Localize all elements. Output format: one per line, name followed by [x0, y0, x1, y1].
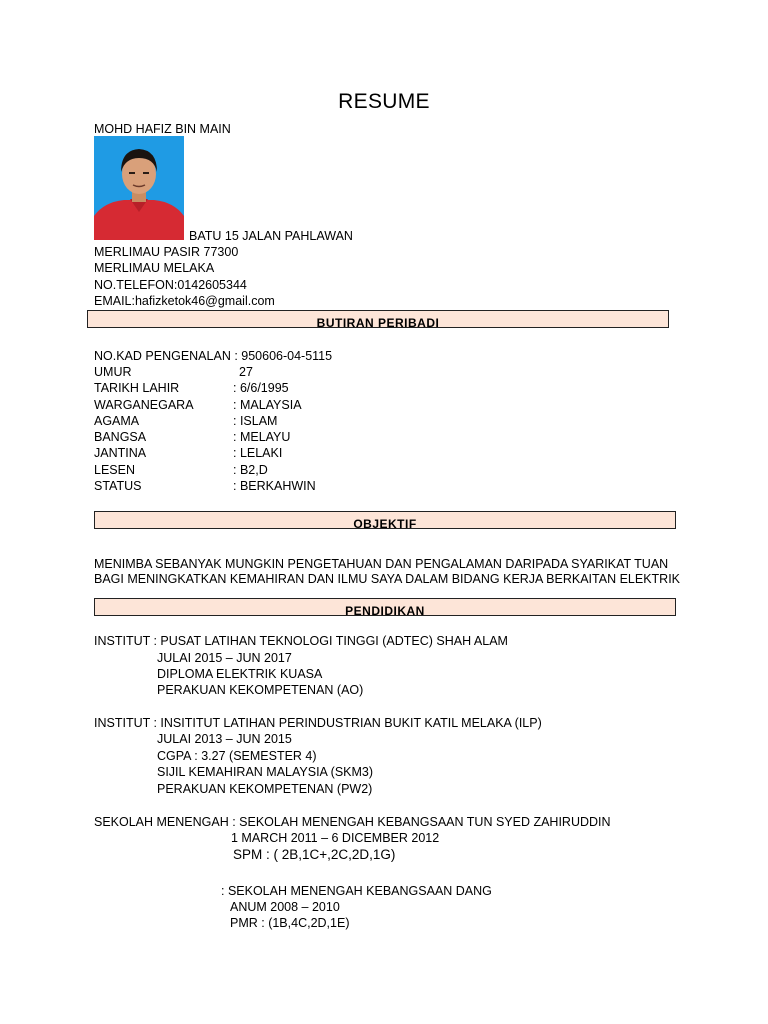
- status-value: : BERKAHWIN: [233, 479, 316, 493]
- birthdate-label: TARIKH LAHIR: [94, 381, 180, 395]
- race-label: BANGSA: [94, 430, 147, 444]
- pmr-result: PMR : (1B,4C,2D,1E): [230, 916, 350, 930]
- gender-value: : LELAKI: [233, 446, 283, 460]
- qualification: SIJIL KEMAHIRAN MALAYSIA (SKM3): [157, 765, 374, 779]
- school-header: SEKOLAH MENENGAH : SEKOLAH MENENGAH KEBANGSAAN TUN SYED ZAHIRUDDIN: [94, 815, 611, 829]
- religion-label: AGAMA: [94, 414, 140, 428]
- objective-line-2: BAGI MENINGKATKAN KEMAHIRAN DAN ILMU SAYA DALAM BIDANG KERJA BERKAITAN ELEKTRIK: [94, 572, 681, 586]
- section-header-objective: [94, 511, 676, 529]
- section-title: BUTIRAN PERIBADI: [316, 316, 440, 328]
- religion-value: : ISLAM: [233, 414, 278, 428]
- race-value: : MELAYU: [233, 430, 291, 444]
- school-header: : SEKOLAH MENENGAH KEBANGSAAN DANG: [221, 884, 492, 898]
- study-period: ANUM 2008 – 2010: [230, 900, 340, 914]
- section-title: PENDIDIKAN: [345, 604, 425, 616]
- email-address: EMAIL:hafizketok46@gmail.com: [94, 294, 275, 308]
- phone-number: NO.TELEFON:0142605344: [94, 278, 247, 292]
- institution-header: INSTITUT : PUSAT LATIHAN TEKNOLOGI TINGGI (ADTEC) SHAH ALAM: [94, 634, 508, 648]
- page-title: RESUME: [338, 90, 430, 113]
- citizenship-label: WARGANEGARA: [94, 398, 194, 412]
- certification: PERAKUAN KEKOMPETENAN (AO): [157, 683, 364, 697]
- license-value: : B2,D: [233, 463, 268, 477]
- license-label: LESEN: [94, 463, 135, 477]
- age-label: UMUR: [94, 365, 132, 379]
- age-value: 27: [239, 365, 253, 379]
- ic-number: NO.KAD PENGENALAN : 950606-04-5115: [94, 349, 333, 363]
- section-title: OBJEKTIF: [353, 517, 417, 529]
- profile-photo: [94, 136, 184, 240]
- address-line-2: MERLIMAU PASIR 77300: [94, 245, 239, 259]
- status-label: STATUS: [94, 479, 142, 493]
- qualification: DIPLOMA ELEKTRIK KUASA: [157, 667, 323, 681]
- spm-result: SPM : ( 2B,1C+,2C,2D,1G): [233, 847, 396, 862]
- study-period: JULAI 2013 – JUN 2015: [157, 732, 292, 746]
- institution-header: INSTITUT : INSITITUT LATIHAN PERINDUSTRIAN BUKIT KATIL MELAKA (ILP): [94, 716, 542, 730]
- study-period: JULAI 2015 – JUN 2017: [157, 651, 292, 665]
- citizenship-value: : MALAYSIA: [233, 398, 302, 412]
- candidate-name: MOHD HAFIZ BIN MAIN: [94, 122, 231, 136]
- address-line-1: BATU 15 JALAN PAHLAWAN: [189, 229, 353, 243]
- address-line-3: MERLIMAU MELAKA: [94, 261, 215, 275]
- gender-label: JANTINA: [94, 446, 147, 460]
- certification: PERAKUAN KEKOMPETENAN (PW2): [157, 782, 373, 796]
- cgpa: CGPA : 3.27 (SEMESTER 4): [157, 749, 317, 763]
- section-header-education: [94, 598, 676, 616]
- study-period: 1 MARCH 2011 – 6 DICEMBER 2012: [231, 831, 440, 845]
- portrait-image: [94, 136, 184, 240]
- birthdate-value: : 6/6/1995: [233, 381, 289, 395]
- objective-line-1: MENIMBA SEBANYAK MUNGKIN PENGETAHUAN DAN PENGALAMAN DARIPADA SYARIKAT TUAN: [94, 557, 669, 571]
- section-header-personal: [87, 310, 669, 328]
